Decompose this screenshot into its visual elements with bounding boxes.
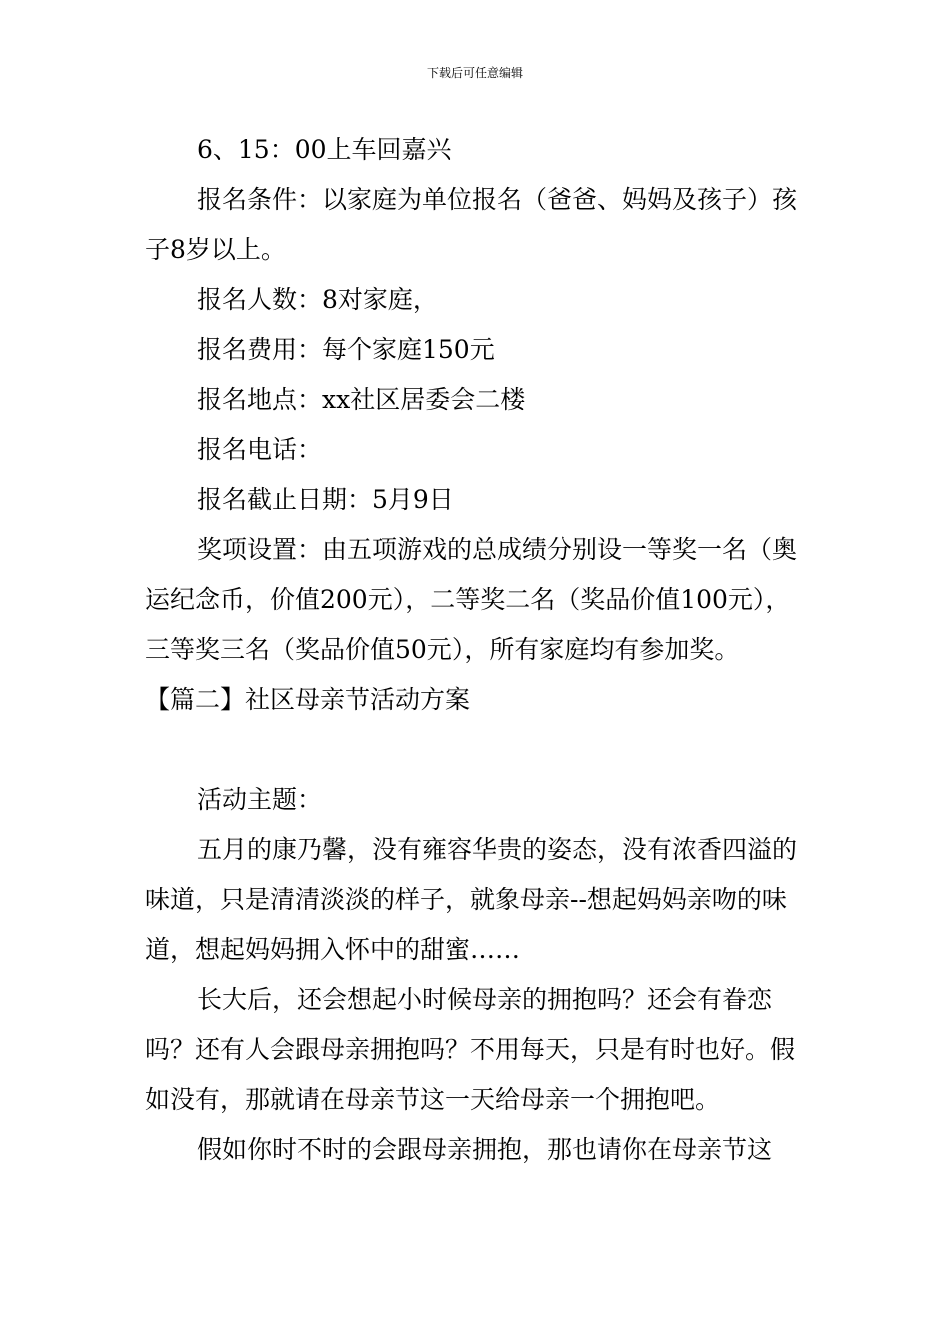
paragraph-activity-theme-label: 活动主题： xyxy=(197,785,323,814)
blank-line xyxy=(145,725,810,775)
paragraph-hug-invitation: 假如你时不时的会跟母亲拥抱，那也请你在母亲节这 xyxy=(197,1135,773,1164)
page-header: 下载后可任意编辑 xyxy=(426,66,523,80)
paragraph-registration-location: 报名地点：xx社区居委会二楼 xyxy=(197,385,526,414)
paragraph-registration-count: 报名人数：8对家庭， xyxy=(197,285,438,314)
paragraph-registration-conditions: 报名条件：以家庭为单位报名（爸爸、妈妈及孩子）孩子8岁以上。 xyxy=(145,185,798,264)
paragraph-registration-phone: 报名电话： xyxy=(197,435,323,464)
document-body xyxy=(145,125,810,1175)
paragraph-hug-memory: 长大后，还会想起小时候母亲的拥抱吗？还会有眷恋吗？还有人会跟母亲拥抱吗？不用每天，只是有时也好。假如没有，那就请在母亲节这一天给母亲一个拥抱吧。 xyxy=(145,985,796,1114)
paragraph-registration-deadline: 报名截止日期：5月9日 xyxy=(197,485,454,514)
paragraph-awards: 奖项设置：由五项游戏的总成绩分别设一等奖一名（奥运纪念币，价值200元），二等奖二名（奖品价值100元），三等奖三名（奖品价值50元），所有家庭均有参加奖。 xyxy=(145,535,798,664)
section-heading: 【篇二】社区母亲节活动方案 xyxy=(145,685,471,714)
paragraph-registration-fee: 报名费用：每个家庭150元 xyxy=(197,335,495,364)
paragraph-carnation: 五月的康乃馨，没有雍容华贵的姿态，没有浓香四溢的味道，只是清清淡淡的样子，就象母亲--想起妈妈亲吻的味道，想起妈妈拥入怀中的甜蜜…… xyxy=(145,835,798,964)
paragraph-schedule-return: 6、15：00上车回嘉兴 xyxy=(197,135,452,164)
